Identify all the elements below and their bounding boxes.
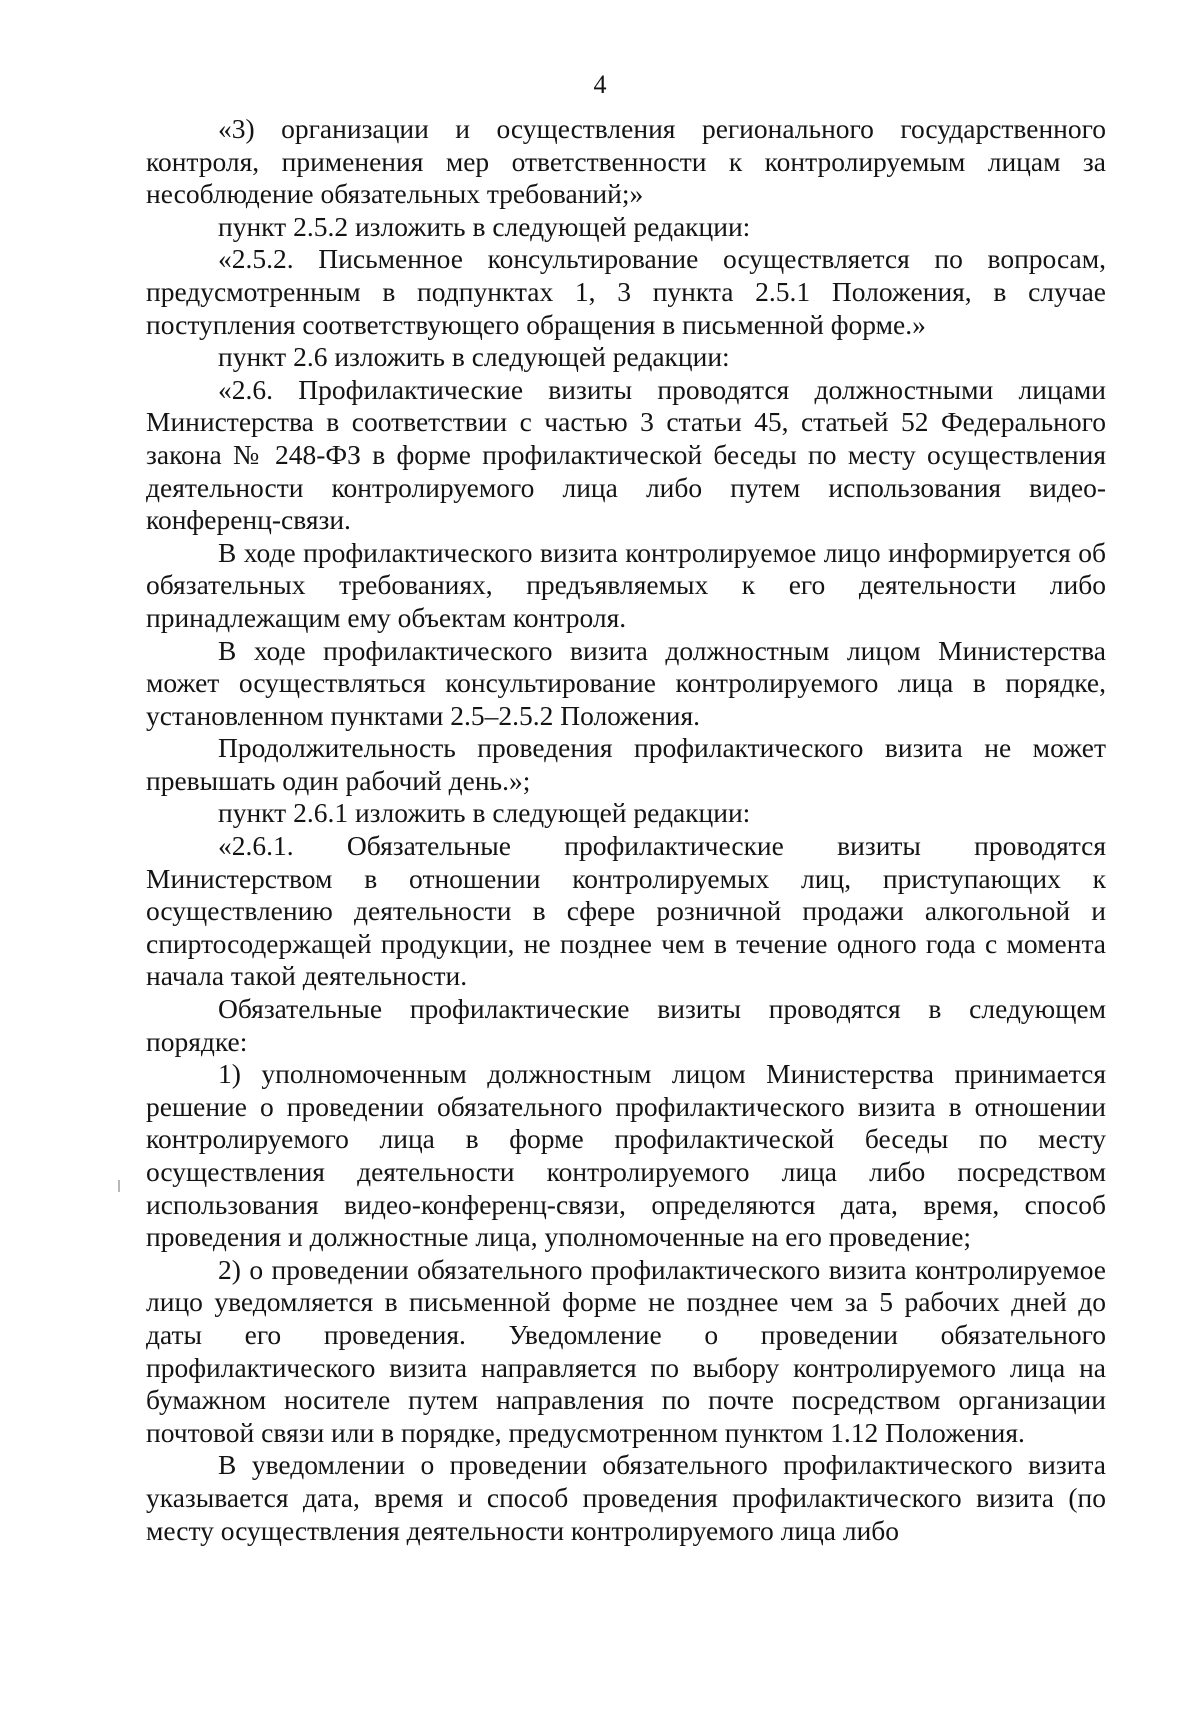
paragraph-amend-2-6-1: пункт 2.6.1 изложить в следующей редакции: [218, 797, 751, 829]
paragraph-procedure-intro: Обязательные профилактические визиты проводятся в следующем порядке: [146, 993, 1106, 1057]
page-number: 4 [593, 70, 607, 99]
paragraph-visit-informing: В ходе профилактического визита контролируемое лицо информируется об обязательных требованиях, предъявляемых к его деятельности либо принадлежащим ему объектам контроля. [146, 536, 1106, 633]
paragraph-visit-duration: Продолжительность проведения профилактического визита не может превышать один рабочий день.»; [146, 732, 1106, 796]
paragraph-amend-2-6: пункт 2.6 изложить в следующей редакции: [218, 341, 730, 373]
paragraph-procedure-step-2: 2) о проведении обязательного профилактического визита контролируемое лицо уведомляется в письменной форме не позднее чем за 5 рабочих дней до даты его проведения. Уведомление о проведении обязательного профилактического визита направляется по выбору контролируемого лица на бумажном носителе путем направления по почте посредством организации почтовой связи или в порядке, предусмотренном пунктом 1.12 Положения. [146, 1253, 1106, 1448]
paragraph-2-6: «2.6. Профилактические визиты проводятся должностными лицами Министерства в соответствии с частью 3 статьи 45, статьей 52 Федерального закона № 248-ФЗ в форме профилактической беседы по месту осуществления деятельности контролируемого лица либо путем использования видео-конференц-связи. [146, 373, 1106, 536]
scan-artifact [118, 1180, 120, 1192]
paragraph-procedure-step-1: 1) уполномоченным должностным лицом Министерства принимается решение о проведении обязательного профилактического визита в отношении контролируемого лица в форме профилактической беседы по месту осуществления деятельности контролируемого лица либо посредством использования видео-конференц-связи, определяются дата, время, способ проведения и должностные лица, уполномоченные на его проведение; [146, 1058, 1106, 1253]
paragraph-amend-2-5-2: пункт 2.5.2 изложить в следующей редакции: [218, 210, 751, 242]
paragraph-visit-consulting: В ходе профилактического визита должностным лицом Министерства может осуществляться консультирование контролируемого лица в порядке, установленном пунктами 2.5–2.5.2 Положения. [146, 634, 1106, 731]
paragraph-notification: В уведомлении о проведении обязательного профилактического визита указывается дата, время и способ проведения профилактического визита (по месту осуществления деятельности контролируемого лица либо [146, 1449, 1106, 1546]
paragraph-item-3: «3) организации и осуществления регионального государственного контроля, применения мер ответственности к контролируемым лицам за несоблюдение обязательных требований;» [146, 113, 1106, 210]
paragraph-2-5-2: «2.5.2. Письменное консультирование осуществляется по вопросам, предусмотренным в подпунктах 1, 3 пункта 2.5.1 Положения, в случае поступления соответствующего обращения в письменной форме.» [146, 243, 1106, 340]
document-body [146, 113, 1106, 1547]
paragraph-2-6-1: «2.6.1. Обязательные профилактические визиты проводятся Министерством в отношении контролируемых лиц, приступающих к осуществлению деятельности в сфере розничной продажи алкогольной и спиртосодержащей продукции, не позднее чем в течение одного года с момента начала такой деятельности. [146, 830, 1106, 992]
